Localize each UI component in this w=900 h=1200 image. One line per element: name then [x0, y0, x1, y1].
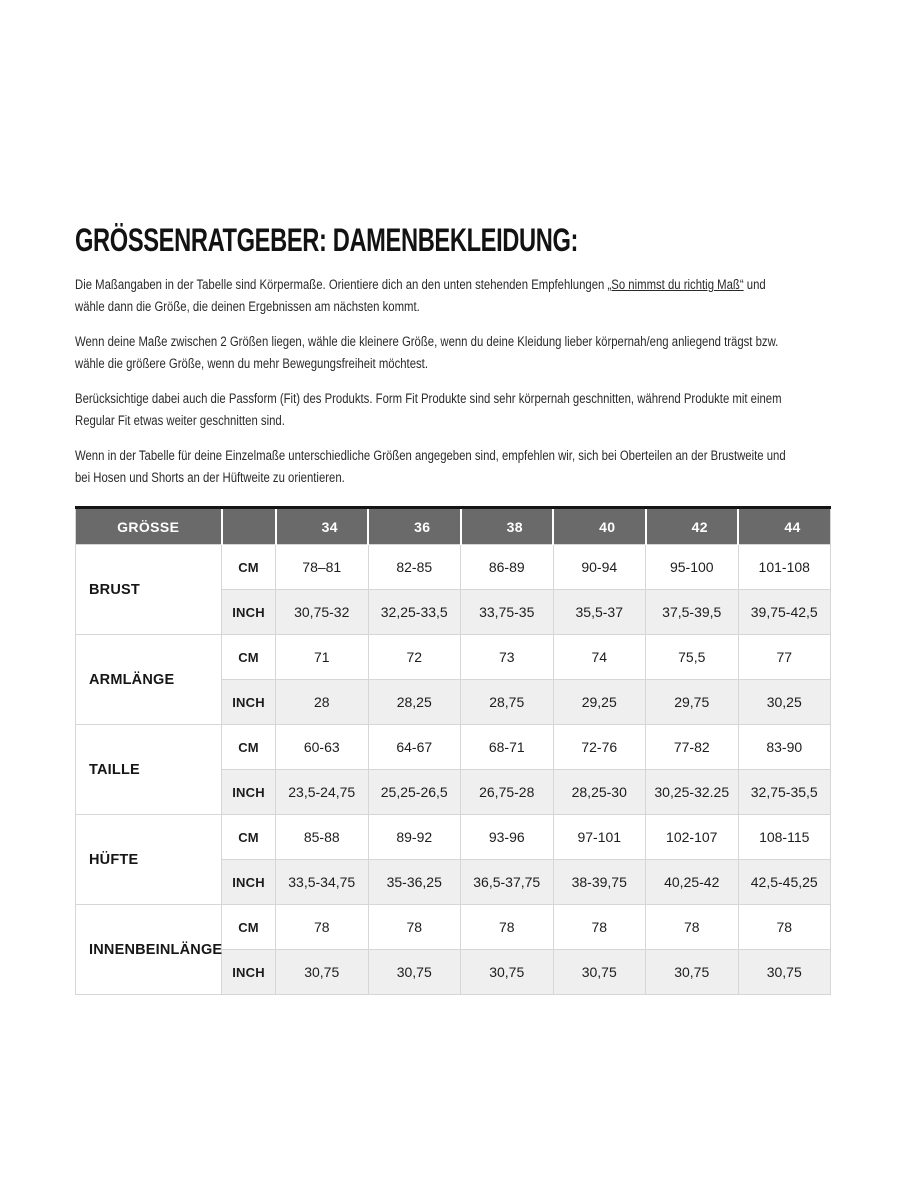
size-value-cell: 35-36,25: [368, 860, 461, 905]
intro-paragraph-3-line-2: Regular Fit etwas weiter geschnitten sind.: [75, 413, 285, 429]
intro-paragraph-4-line-1: Wenn in der Tabelle für deine Einzelmaße unterschiedliche Größen angegeben sind, empfehlen wir, sich bei Oberteilen an der Brustweite und: [75, 448, 786, 464]
size-table-header-row: [76, 508, 831, 545]
intro-paragraph-4-line-2: bei Hosen und Shorts an der Hüftweite zu orientieren.: [75, 470, 345, 486]
intro-text-after-link: und: [743, 277, 766, 293]
size-value-cell: 60-63: [276, 725, 369, 770]
size-value-cell: 32,75-35,5: [738, 770, 831, 815]
row-label-taille: TAILLE: [76, 725, 222, 815]
size-value-cell: 33,5-34,75: [276, 860, 369, 905]
size-value-cell: 95-100: [646, 545, 739, 590]
size-value-cell: 25,25-26,5: [368, 770, 461, 815]
intro-text: [75, 274, 828, 489]
intro-paragraph-2-line-2: wähle die größere Größe, wenn du mehr Bewegungsfreiheit möchtest.: [75, 356, 428, 372]
size-value-cell: 35,5-37: [553, 590, 646, 635]
size-value-cell: 30,75: [461, 950, 554, 995]
size-value-cell: 73: [461, 635, 554, 680]
page-title: GRÖSSENRATGEBER: DAMENBEKLEIDUNG:: [75, 222, 579, 258]
size-value-cell: 72-76: [553, 725, 646, 770]
size-value-cell: 102-107: [646, 815, 739, 860]
size-value-cell: 37,5-39,5: [646, 590, 739, 635]
size-value-cell: 28: [276, 680, 369, 725]
unit-label-cm: CM: [222, 725, 276, 770]
unit-label-inch: INCH: [222, 860, 276, 905]
innenbeinlaenge-cm-row: [76, 905, 831, 950]
size-header-empty-cell: [222, 508, 276, 545]
size-value-cell: 78: [553, 905, 646, 950]
size-value-cell: 82-85: [368, 545, 461, 590]
size-value-cell: 68-71: [461, 725, 554, 770]
size-value-cell: 30,25: [738, 680, 831, 725]
size-value-cell: 40,25-42: [646, 860, 739, 905]
size-value-cell: 72: [368, 635, 461, 680]
size-value-cell: 36,5-37,75: [461, 860, 554, 905]
intro-paragraph-3: [75, 388, 782, 432]
size-value-cell: 30,75: [738, 950, 831, 995]
unit-label-inch: INCH: [222, 770, 276, 815]
size-header-label: GRÖSSE: [76, 508, 222, 545]
size-value-cell: 33,75-35: [461, 590, 554, 635]
size-value-cell: 29,25: [553, 680, 646, 725]
size-value-cell: 30,25-32.25: [646, 770, 739, 815]
row-label-armlaenge: ARMLÄNGE: [76, 635, 222, 725]
size-value-cell: 28,75: [461, 680, 554, 725]
size-value-cell: 29,75: [646, 680, 739, 725]
intro-paragraph-2-line-1: Wenn deine Maße zwischen 2 Größen liegen, wähle die kleinere Größe, wenn du deine Kleidung lieber körpernah/eng anliegend trägst bzw.: [75, 334, 779, 350]
intro-paragraph-1-line-1: [75, 274, 766, 296]
size-value-cell: 38-39,75: [553, 860, 646, 905]
size-value-cell: 26,75-28: [461, 770, 554, 815]
unit-label-inch: INCH: [222, 950, 276, 995]
size-value-cell: 97-101: [553, 815, 646, 860]
size-value-cell: 78: [738, 905, 831, 950]
size-value-cell: 32,25-33,5: [368, 590, 461, 635]
intro-text-before-link: Die Maßangaben in der Tabelle sind Körpermaße. Orientiere dich an den unten stehenden Empfehlungen: [75, 277, 608, 293]
size-column-header-36: 36: [368, 508, 461, 545]
intro-paragraph-3-line-1: Berücksichtige dabei auch die Passform (Fit) des Produkts. Form Fit Produkte sind sehr körpernah geschnitten, während Produkte mit einem: [75, 391, 782, 407]
size-value-cell: 78: [276, 905, 369, 950]
size-value-cell: 101-108: [738, 545, 831, 590]
size-value-cell: 42,5-45,25: [738, 860, 831, 905]
size-value-cell: 74: [553, 635, 646, 680]
brust-cm-row: [76, 545, 831, 590]
size-value-cell: 30,75-32: [276, 590, 369, 635]
size-column-header-40: 40: [553, 508, 646, 545]
size-value-cell: 83-90: [738, 725, 831, 770]
size-value-cell: 77-82: [646, 725, 739, 770]
size-value-cell: 30,75: [276, 950, 369, 995]
huefte-cm-row: [76, 815, 831, 860]
size-value-cell: 64-67: [368, 725, 461, 770]
size-value-cell: 108-115: [738, 815, 831, 860]
unit-label-cm: CM: [222, 905, 276, 950]
intro-paragraph-4: [75, 445, 786, 489]
size-value-cell: 89-92: [368, 815, 461, 860]
size-column-header-34: 34: [276, 508, 369, 545]
size-value-cell: 30,75: [646, 950, 739, 995]
size-value-cell: 78–81: [276, 545, 369, 590]
unit-label-inch: INCH: [222, 680, 276, 725]
size-value-cell: 93-96: [461, 815, 554, 860]
size-value-cell: 78: [368, 905, 461, 950]
intro-paragraph-2: [75, 331, 779, 375]
size-value-cell: 75,5: [646, 635, 739, 680]
size-column-header-44: 44: [738, 508, 831, 545]
size-guide-table: [75, 506, 831, 995]
size-value-cell: 28,25: [368, 680, 461, 725]
size-value-cell: 78: [461, 905, 554, 950]
size-column-header-42: 42: [646, 508, 739, 545]
row-label-brust: BRUST: [76, 545, 222, 635]
armlaenge-cm-row: [76, 635, 831, 680]
taille-cm-row: [76, 725, 831, 770]
size-value-cell: 30,75: [553, 950, 646, 995]
size-value-cell: 86-89: [461, 545, 554, 590]
size-value-cell: 39,75-42,5: [738, 590, 831, 635]
size-value-cell: 77: [738, 635, 831, 680]
unit-label-cm: CM: [222, 545, 276, 590]
row-label-innenbeinlaenge: INNENBEINLÄNGE: [76, 905, 222, 995]
size-value-cell: 90-94: [553, 545, 646, 590]
measure-guide-link[interactable]: „So nimmst du richtig Maß“: [607, 277, 744, 293]
unit-label-cm: CM: [222, 635, 276, 680]
intro-paragraph-1-line-2: wähle dann die Größe, die deinen Ergebnissen am nächsten kommt.: [75, 299, 420, 315]
row-label-huefte: HÜFTE: [76, 815, 222, 905]
unit-label-inch: INCH: [222, 590, 276, 635]
size-column-header-38: 38: [461, 508, 554, 545]
size-value-cell: 23,5-24,75: [276, 770, 369, 815]
size-value-cell: 85-88: [276, 815, 369, 860]
unit-label-cm: CM: [222, 815, 276, 860]
size-value-cell: 28,25-30: [553, 770, 646, 815]
size-value-cell: 71: [276, 635, 369, 680]
intro-paragraph-1: [75, 274, 766, 318]
size-value-cell: 30,75: [368, 950, 461, 995]
size-value-cell: 78: [646, 905, 739, 950]
